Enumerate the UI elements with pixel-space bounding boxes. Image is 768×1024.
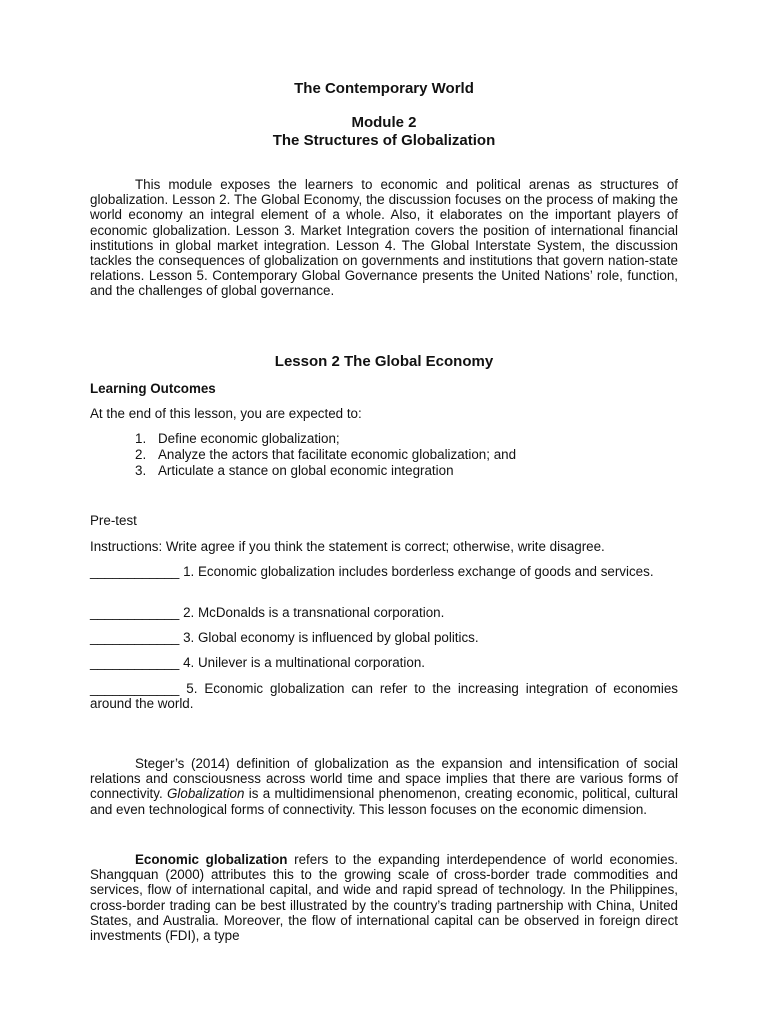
lesson-title: Lesson 2 The Global Economy [274,353,494,370]
pretest-item [90,630,678,645]
answer-blank: ____________ [90,564,180,579]
list-item-number: 3. [135,463,147,478]
steger-text-end: is a multidimensional phenomenon, creating economic, political, cultural and even technological forms of connectivity. This lesson focuses on the economic dimension. [90,786,678,817]
pretest-item [90,655,678,670]
pretest-instructions: Instructions: Write agree if you think the statement is correct; otherwise, write disagree. [90,539,605,554]
steger-paragraph [90,756,678,817]
list-item-text: Articulate a stance on global economic integration [158,463,454,478]
learning-outcomes-list [135,431,516,479]
list-item [135,463,516,479]
list-item-text: Analyze the actors that facilitate economic globalization; and [158,447,517,462]
list-item-number: 1. [135,431,147,446]
pretest-label: Pre-test [90,513,137,528]
economic-globalization-paragraph [90,852,678,943]
document-title: The Contemporary World [294,80,474,97]
intro-paragraph: This module exposes the learners to economic and political arenas as structures of globalization. Lesson 2. The Global Economy, the discussion focuses on the process of making the world economy an integral element of a whole. Also, it elaborates on the important players of economic globalization. Lesson 3. Market Integration covers the position of international financial institutions in global market integration. Lesson 4. The Global Interstate System, the discussion tackles the consequences of globalization on governments and institutions that govern nation-state relations. Lesson 5. Contemporary Global Governance presents the United Nations’ role, function, and the challenges of global governance. [90,177,678,299]
answer-blank: ____________ [90,605,180,620]
pretest-item-text: 2. McDonalds is a transnational corporation. [179,605,445,620]
learning-outcomes-heading: Learning Outcomes [90,381,216,396]
pretest-item-text: 3. Global economy is influenced by global politics. [179,630,479,645]
module-number: Module 2 [351,114,417,131]
steger-text-start: Steger’s (2014) definition of globalization as the expansion and intensification of social relations and consciousness across world time and space implies that there are various forms of connectivity. [90,756,678,802]
list-item [135,447,516,463]
pretest-item [90,681,678,711]
answer-blank: ____________ [90,681,180,696]
module-subtitle: The Structures of Globalization [272,132,496,149]
economic-globalization-term: Economic globalization [135,852,288,867]
economic-globalization-text: refers to the expanding interdependence of world economies. Shangquan (2000) attributes this to the growing scale of cross-border trade commodities and services, flow of international capital, and wide and rapid spread of technology. In the Philippines, cross-border trading can be best illustrated by the country’s trading partnership with China, United States, and Australia. Moreover, the flow of international capital can be observed in foreign direct investments (FDI), a type [90,852,678,944]
answer-blank: ____________ [90,630,180,645]
pretest-item [90,564,678,579]
list-item-number: 2. [135,447,147,462]
list-item-text: Define economic globalization; [158,431,340,446]
learning-outcomes-intro: At the end of this lesson, you are expected to: [90,406,362,421]
pretest-item-text: 5. Economic globalization can refer to the increasing integration of economies around the world. [90,681,678,712]
pretest-item-text: 4. Unilever is a multinational corporation. [179,655,425,670]
globalization-term: Globalization [167,786,245,802]
pretest-item-text: 1. Economic globalization includes borderless exchange of goods and services. [179,564,654,579]
pretest-item [90,605,678,620]
list-item [135,431,516,447]
answer-blank: ____________ [90,655,180,670]
